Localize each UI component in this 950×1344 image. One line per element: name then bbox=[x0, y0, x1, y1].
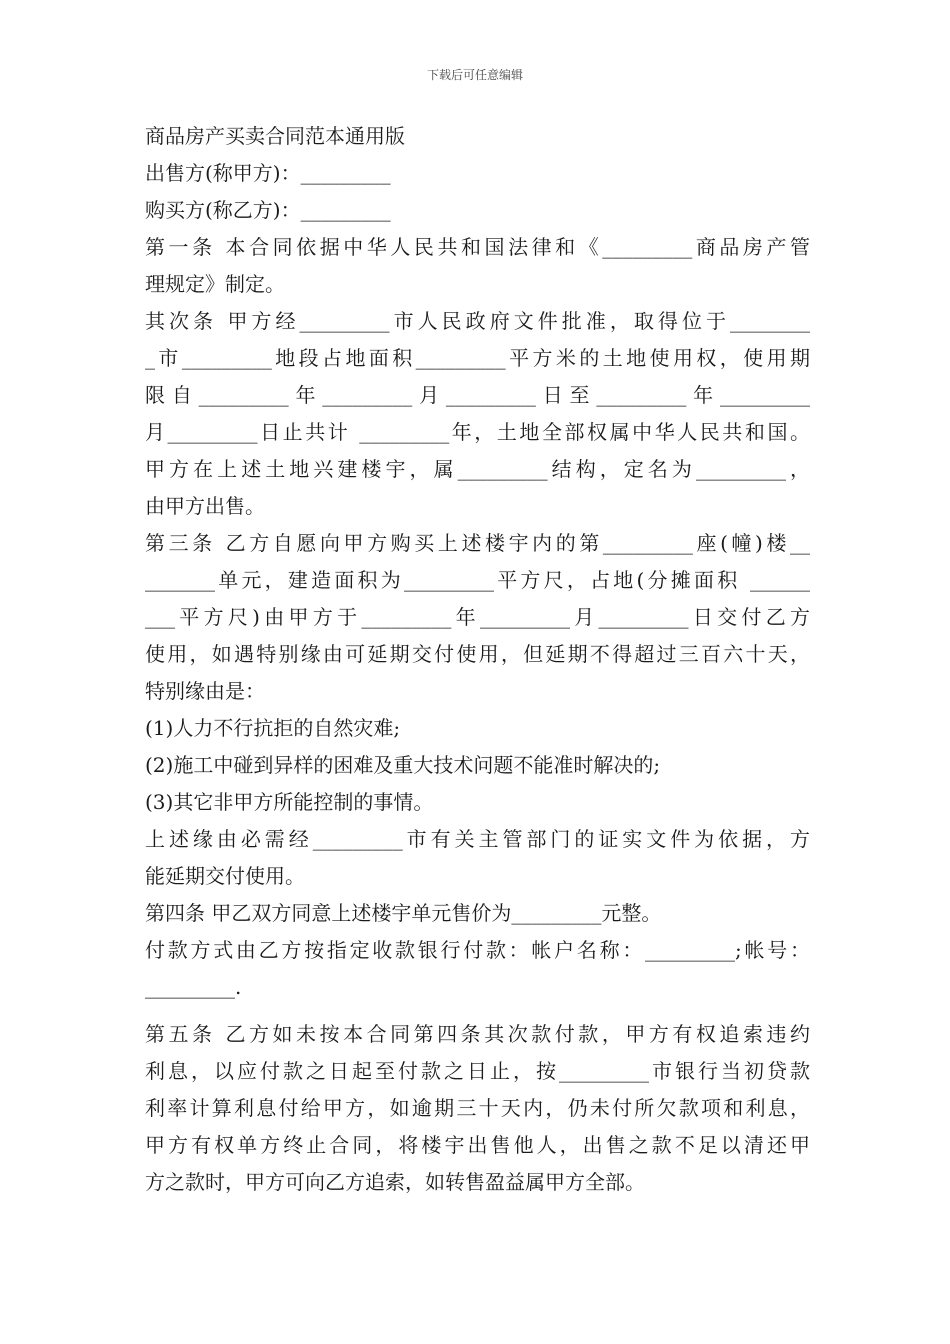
contract-line: 第一条 本合同依据中华人民共和国法律和《_________商品房产管 bbox=[145, 235, 810, 259]
contract-line: 能延期交付使用。 bbox=[145, 864, 305, 888]
contract-line: _________. bbox=[145, 975, 242, 999]
contract-line: 利息，以应付款之日起至付款之日止，按_________市银行当初贷款 bbox=[145, 1059, 810, 1083]
contract-line: 利率计算利息付给甲方，如逾期三十天内，仍未付所欠款项和利息， bbox=[145, 1096, 810, 1120]
contract-line: 付款方式由乙方按指定收款银行付款：帐户名称：_________;帐号： bbox=[145, 938, 810, 962]
contract-line: 月_________日止共计 _________年，土地全部权属中华人民共和国。 bbox=[145, 420, 810, 444]
contract-line: 方之款时，甲方可向乙方追索，如转售盈益属甲方全部。 bbox=[145, 1170, 645, 1194]
contract-line: 甲方有权单方终止合同，将楼宇出售他人，出售之款不足以清还甲 bbox=[145, 1133, 810, 1157]
contract-line: (3)其它非甲方所能控制的事情。 bbox=[145, 790, 434, 814]
contract-line: 甲方在上述土地兴建楼宇，属_________结构，定名为_________， bbox=[145, 457, 810, 481]
contract-line: 由甲方出售。 bbox=[145, 494, 265, 518]
contract-line: 商品房产买卖合同范本通用版 bbox=[145, 124, 405, 148]
contract-line: 其次条 甲方经_________市人民政府文件批准，取得位于________ bbox=[145, 309, 810, 333]
contract-line: 第四条 甲乙双方同意上述楼宇单元售价为_________元整。 bbox=[145, 901, 662, 925]
contract-line: 限自_________年_________月_________日至_________年_________ bbox=[145, 383, 810, 407]
contract-body bbox=[145, 118, 810, 1201]
contract-line: 使用，如遇特别缘由可延期交付使用，但延期不得超过三百六十天， bbox=[145, 642, 810, 666]
page-header: 下载后可任意编辑 bbox=[426, 68, 523, 82]
contract-line: (2)施工中碰到异样的困难及重大技术问题不能准时解决的; bbox=[145, 753, 661, 777]
contract-line: _市_________地段占地面积_________平方米的土地使用权，使用期 bbox=[145, 346, 810, 370]
contract-line: 理规定》制定。 bbox=[145, 272, 285, 296]
contract-line: 上述缘由必需经_________市有关主管部门的证实文件为依据，方 bbox=[145, 827, 810, 851]
contract-line: 特别缘由是： bbox=[145, 679, 265, 703]
contract-line: _______单元，建造面积为_________平方尺，占地(分摊面积 ______ bbox=[145, 568, 810, 592]
contract-line: ___平方尺)由甲方于_________年_________月_________日交付乙方 bbox=[145, 605, 810, 629]
paragraph-gap bbox=[145, 1006, 810, 1016]
contract-line: 购买方(称乙方)：_________ bbox=[145, 198, 391, 222]
contract-line: 第五条 乙方如未按本合同第四条其次款付款，甲方有权追索违约 bbox=[145, 1022, 810, 1046]
contract-line: 出售方(称甲方)：_________ bbox=[145, 161, 391, 185]
contract-line: (1)人力不行抗拒的自然灾难; bbox=[145, 716, 401, 740]
contract-line: 第三条 乙方自愿向甲方购买上述楼宇内的第_________座(幢)楼__ bbox=[145, 531, 810, 555]
